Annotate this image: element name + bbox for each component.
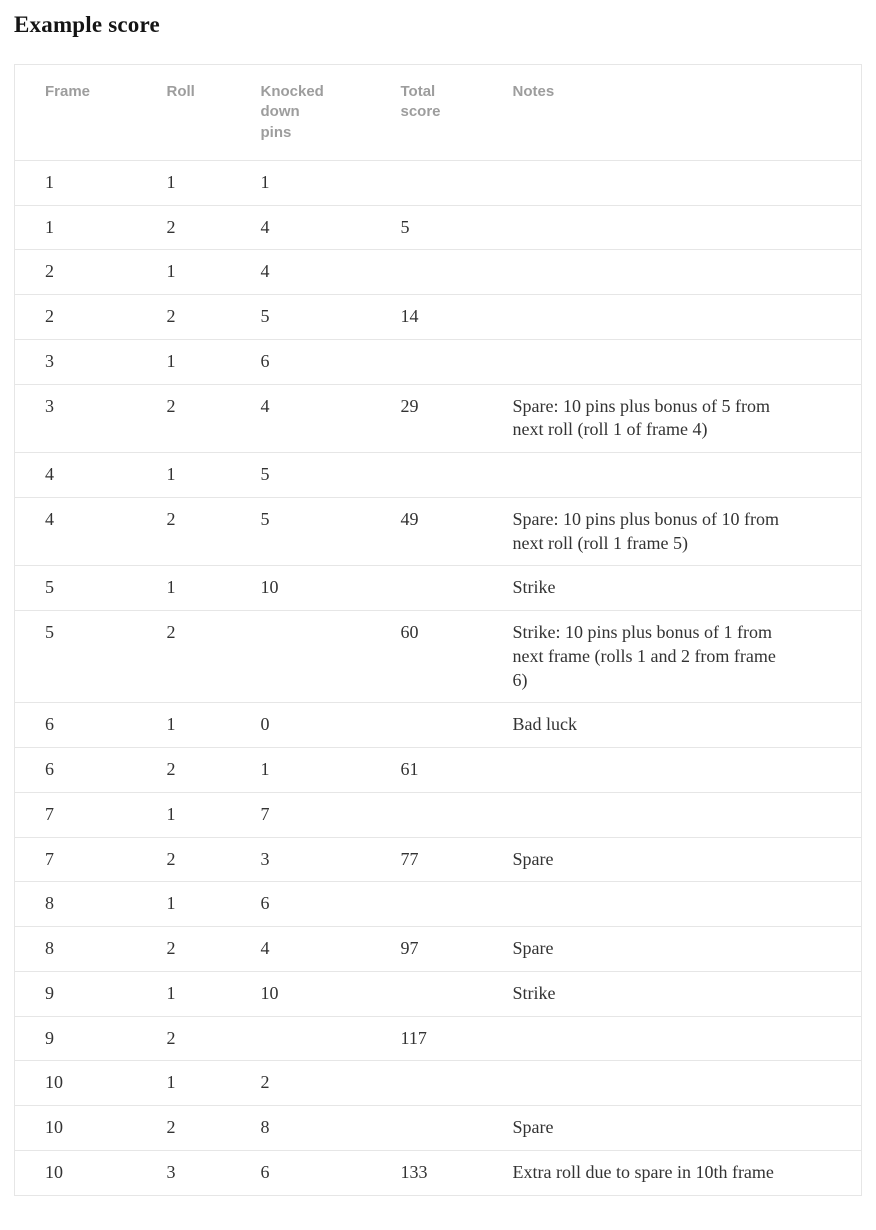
cell-frame: 7 — [15, 792, 137, 837]
cell-frame: 2 — [15, 250, 137, 295]
cell-knocked-down-pins: 4 — [231, 205, 371, 250]
table-header-row — [15, 65, 862, 161]
table-row — [15, 160, 862, 205]
cell-frame: 4 — [15, 453, 137, 498]
table-row — [15, 611, 862, 703]
cell-roll: 2 — [137, 205, 231, 250]
score-table — [14, 64, 862, 1196]
cell-notes — [483, 250, 862, 295]
table-row — [15, 1061, 862, 1106]
table-row — [15, 566, 862, 611]
table-row — [15, 339, 862, 384]
cell-notes: Bad luck — [483, 703, 862, 748]
cell-roll: 1 — [137, 882, 231, 927]
table-row — [15, 1016, 862, 1061]
cell-total-score: 97 — [371, 927, 483, 972]
cell-frame: 4 — [15, 497, 137, 566]
cell-roll: 2 — [137, 927, 231, 972]
cell-roll: 1 — [137, 971, 231, 1016]
cell-notes — [483, 748, 862, 793]
cell-frame: 2 — [15, 295, 137, 340]
table-row — [15, 295, 862, 340]
cell-frame: 8 — [15, 882, 137, 927]
cell-total-score: 117 — [371, 1016, 483, 1061]
cell-total-score — [371, 250, 483, 295]
table-row — [15, 250, 862, 295]
cell-total-score — [371, 792, 483, 837]
cell-roll: 2 — [137, 497, 231, 566]
table-row — [15, 792, 862, 837]
cell-knocked-down-pins: 5 — [231, 295, 371, 340]
table-row — [15, 453, 862, 498]
cell-frame: 1 — [15, 205, 137, 250]
table-body — [15, 160, 862, 1195]
cell-total-score: 133 — [371, 1150, 483, 1195]
cell-total-score — [371, 160, 483, 205]
table-row — [15, 748, 862, 793]
cell-notes: Strike — [483, 971, 862, 1016]
table-row — [15, 971, 862, 1016]
cell-notes: Spare — [483, 927, 862, 972]
cell-knocked-down-pins: 5 — [231, 453, 371, 498]
column-header-total-score: Total score — [371, 65, 483, 161]
cell-frame: 1 — [15, 160, 137, 205]
cell-roll: 2 — [137, 1016, 231, 1061]
cell-roll: 1 — [137, 566, 231, 611]
cell-knocked-down-pins: 6 — [231, 882, 371, 927]
cell-roll: 2 — [137, 837, 231, 882]
cell-total-score: 5 — [371, 205, 483, 250]
cell-notes: Spare: 10 pins plus bonus of 10 from next roll (roll 1 frame 5) — [483, 497, 862, 566]
cell-notes: Spare — [483, 837, 862, 882]
cell-total-score — [371, 882, 483, 927]
cell-roll: 1 — [137, 1061, 231, 1106]
cell-knocked-down-pins: 4 — [231, 927, 371, 972]
cell-total-score: 14 — [371, 295, 483, 340]
column-header-notes: Notes — [483, 65, 862, 161]
cell-notes: Spare: 10 pins plus bonus of 5 from next roll (roll 1 of frame 4) — [483, 384, 862, 453]
cell-frame: 6 — [15, 703, 137, 748]
cell-roll: 1 — [137, 792, 231, 837]
cell-roll: 2 — [137, 1106, 231, 1151]
table-row — [15, 384, 862, 453]
cell-knocked-down-pins: 10 — [231, 971, 371, 1016]
cell-frame: 5 — [15, 611, 137, 703]
cell-roll: 2 — [137, 384, 231, 453]
cell-knocked-down-pins: 4 — [231, 250, 371, 295]
cell-roll: 2 — [137, 748, 231, 793]
cell-knocked-down-pins: 10 — [231, 566, 371, 611]
cell-total-score: 29 — [371, 384, 483, 453]
cell-notes — [483, 1016, 862, 1061]
cell-notes — [483, 205, 862, 250]
cell-knocked-down-pins — [231, 611, 371, 703]
cell-frame: 9 — [15, 1016, 137, 1061]
cell-total-score: 61 — [371, 748, 483, 793]
cell-notes — [483, 339, 862, 384]
page-title: Example score — [14, 12, 160, 37]
cell-roll: 1 — [137, 703, 231, 748]
table-row — [15, 205, 862, 250]
cell-knocked-down-pins: 1 — [231, 748, 371, 793]
column-header-frame: Frame — [15, 65, 137, 161]
cell-notes — [483, 1061, 862, 1106]
cell-frame: 10 — [15, 1150, 137, 1195]
cell-knocked-down-pins: 7 — [231, 792, 371, 837]
cell-frame: 6 — [15, 748, 137, 793]
cell-total-score — [371, 339, 483, 384]
cell-roll: 1 — [137, 453, 231, 498]
cell-roll: 2 — [137, 611, 231, 703]
cell-roll: 1 — [137, 339, 231, 384]
cell-notes — [483, 882, 862, 927]
cell-notes: Strike: 10 pins plus bonus of 1 from next frame (rolls 1 and 2 from frame 6) — [483, 611, 862, 703]
cell-frame: 7 — [15, 837, 137, 882]
cell-total-score — [371, 566, 483, 611]
cell-knocked-down-pins: 6 — [231, 1150, 371, 1195]
cell-knocked-down-pins: 4 — [231, 384, 371, 453]
cell-total-score: 77 — [371, 837, 483, 882]
cell-frame: 9 — [15, 971, 137, 1016]
table-row — [15, 882, 862, 927]
cell-notes: Extra roll due to spare in 10th frame — [483, 1150, 862, 1195]
table-row — [15, 837, 862, 882]
cell-frame: 8 — [15, 927, 137, 972]
table-row — [15, 1150, 862, 1195]
cell-total-score — [371, 1061, 483, 1106]
cell-frame: 10 — [15, 1061, 137, 1106]
cell-knocked-down-pins: 0 — [231, 703, 371, 748]
cell-notes — [483, 160, 862, 205]
cell-notes — [483, 453, 862, 498]
table-row — [15, 703, 862, 748]
cell-total-score: 60 — [371, 611, 483, 703]
cell-frame: 5 — [15, 566, 137, 611]
table-row — [15, 497, 862, 566]
cell-notes — [483, 792, 862, 837]
cell-roll: 1 — [137, 160, 231, 205]
cell-frame: 3 — [15, 339, 137, 384]
cell-notes: Strike — [483, 566, 862, 611]
cell-total-score: 49 — [371, 497, 483, 566]
cell-knocked-down-pins: 1 — [231, 160, 371, 205]
cell-roll: 1 — [137, 250, 231, 295]
table-row — [15, 927, 862, 972]
cell-knocked-down-pins: 6 — [231, 339, 371, 384]
cell-frame: 3 — [15, 384, 137, 453]
cell-total-score — [371, 453, 483, 498]
cell-total-score — [371, 703, 483, 748]
cell-roll: 2 — [137, 295, 231, 340]
cell-knocked-down-pins — [231, 1016, 371, 1061]
cell-notes: Spare — [483, 1106, 862, 1151]
column-header-knocked-down-pins: Knocked down pins — [231, 65, 371, 161]
cell-notes — [483, 295, 862, 340]
cell-total-score — [371, 1106, 483, 1151]
cell-knocked-down-pins: 3 — [231, 837, 371, 882]
cell-knocked-down-pins: 2 — [231, 1061, 371, 1106]
table-row — [15, 1106, 862, 1151]
column-header-roll: Roll — [137, 65, 231, 161]
cell-knocked-down-pins: 8 — [231, 1106, 371, 1151]
cell-knocked-down-pins: 5 — [231, 497, 371, 566]
cell-total-score — [371, 971, 483, 1016]
cell-roll: 3 — [137, 1150, 231, 1195]
cell-frame: 10 — [15, 1106, 137, 1151]
